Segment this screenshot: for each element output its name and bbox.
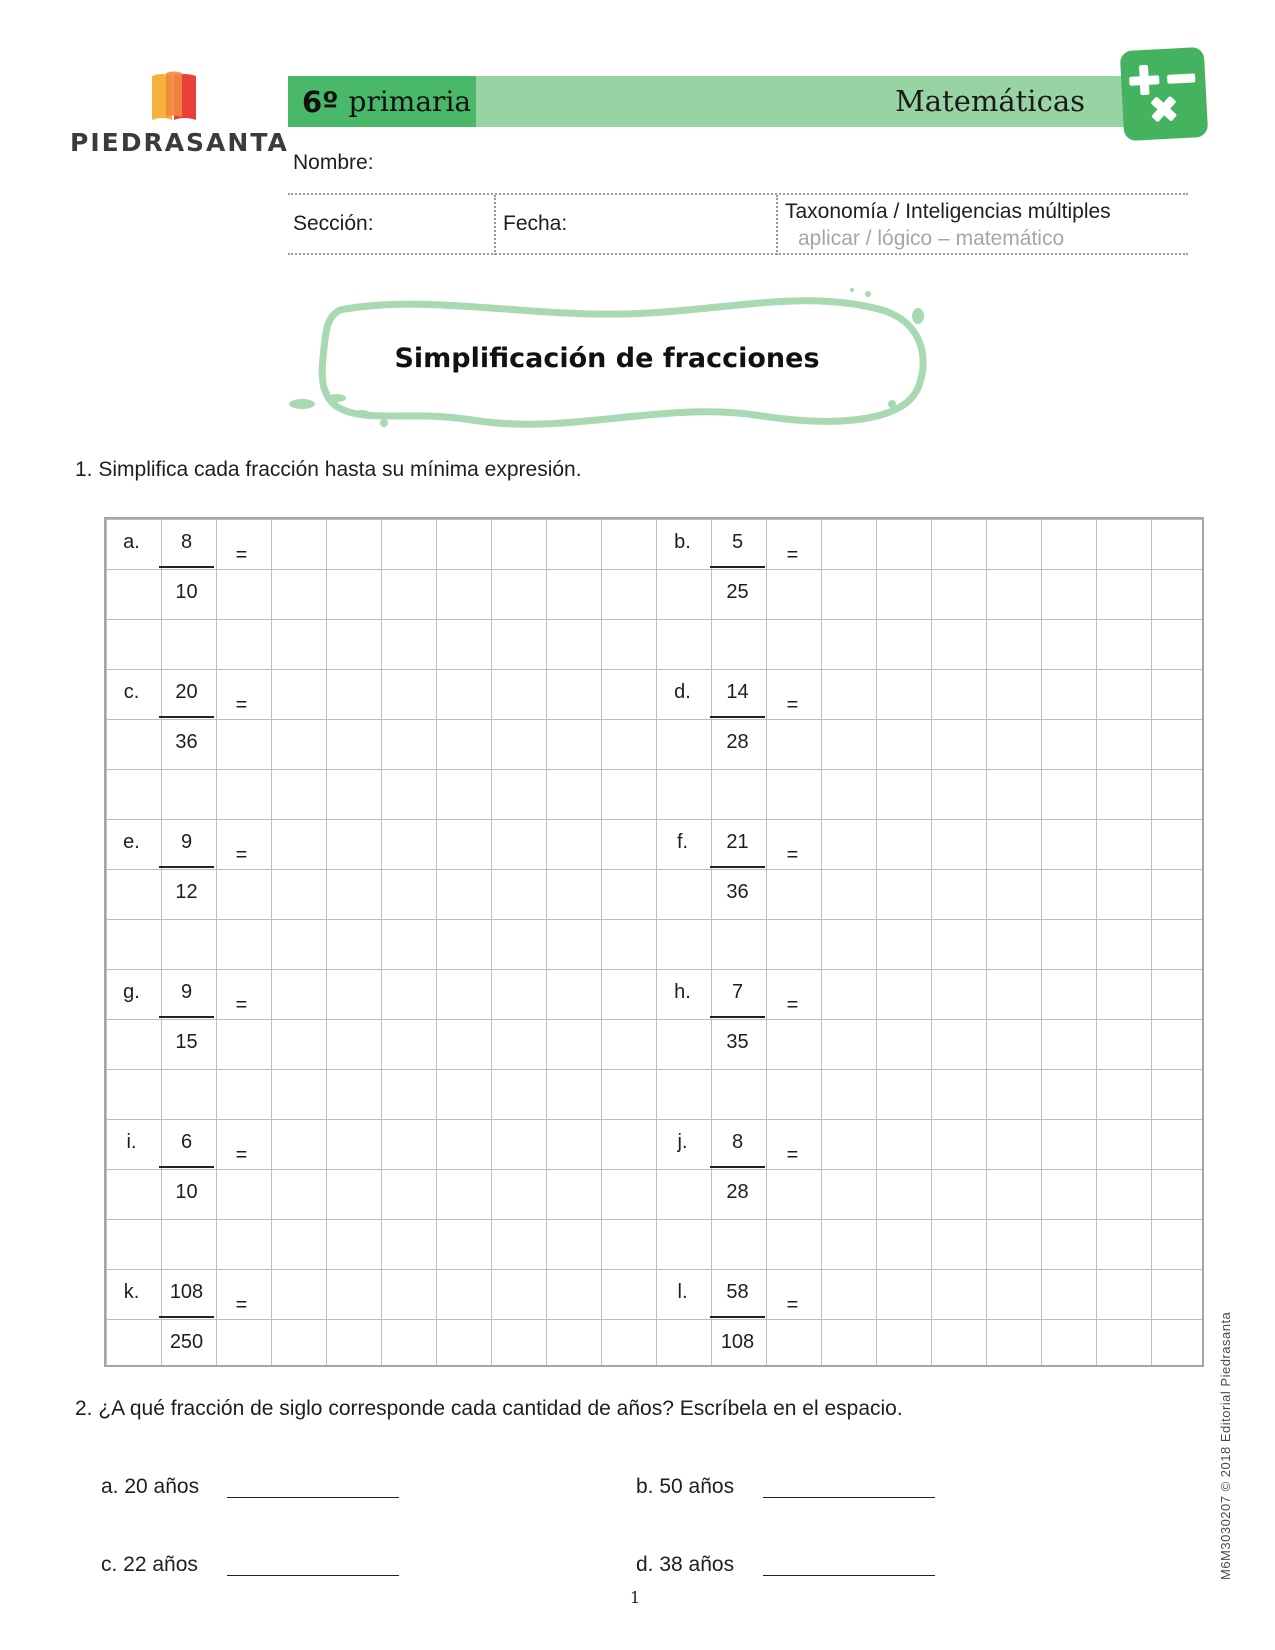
item-letter: h. <box>674 981 691 1003</box>
equals-sign: = <box>235 694 248 716</box>
equals-sign: = <box>786 994 799 1016</box>
item-letter: k. <box>123 1281 140 1303</box>
exercise-2-item-label: b. 50 años <box>636 1475 735 1498</box>
numerator: 8 <box>731 1131 744 1153</box>
answer-line[interactable] <box>227 1497 399 1498</box>
numerator: 7 <box>731 981 744 1003</box>
taxonomy-value: aplicar / lógico – matemático <box>798 227 1065 250</box>
exercise-2-prompt: 2. ¿A qué fracción de siglo corresponde cada cantidad de años? Escríbela en el espacio. <box>75 1397 903 1420</box>
item-letter: g. <box>123 981 140 1003</box>
item-letter: f. <box>676 831 689 853</box>
denominator: 35 <box>726 1031 749 1053</box>
item-letter: l. <box>677 1281 688 1303</box>
item-letter: i. <box>126 1131 137 1153</box>
denominator: 36 <box>175 731 198 753</box>
fraction-bar <box>710 866 765 868</box>
fraction-bar <box>710 1166 765 1168</box>
item-letter: e. <box>123 831 140 853</box>
denominator: 28 <box>726 1181 749 1203</box>
numerator: 108 <box>169 1281 204 1303</box>
math-operations-icon <box>1120 47 1209 141</box>
equals-sign: = <box>235 844 248 866</box>
item-letter: a. <box>123 531 140 553</box>
equals-sign: = <box>786 844 799 866</box>
numerator: 6 <box>180 1131 193 1153</box>
denominator: 28 <box>726 731 749 753</box>
date-label: Fecha: <box>503 212 568 235</box>
numerator: 8 <box>180 531 193 553</box>
numerator: 9 <box>180 981 193 1003</box>
item-letter: d. <box>674 681 691 703</box>
fraction-bar <box>159 566 214 568</box>
page-number: 1 <box>630 1588 641 1607</box>
equals-sign: = <box>235 1144 248 1166</box>
fraction-bar <box>710 566 765 568</box>
item-letter: c. <box>123 681 140 703</box>
fraction-bar <box>710 1316 765 1318</box>
name-label: Nombre: <box>293 151 374 174</box>
equals-sign: = <box>235 544 248 566</box>
worksheet-title: Simplificación de fracciones <box>394 343 820 374</box>
denominator: 250 <box>169 1331 204 1353</box>
numerator: 21 <box>726 831 749 853</box>
publisher-logo <box>70 70 289 165</box>
fraction-bar <box>159 1016 214 1018</box>
grade-label: primaria <box>348 85 472 118</box>
fraction-bar <box>710 1016 765 1018</box>
book-logo-icon <box>148 70 202 122</box>
item-letter: j. <box>677 1131 688 1153</box>
denominator: 15 <box>175 1031 198 1053</box>
field-divider <box>494 195 496 255</box>
item-letter: b. <box>674 531 691 553</box>
fraction-bar <box>159 866 214 868</box>
numerator: 9 <box>180 831 193 853</box>
fraction-bar <box>159 1316 214 1318</box>
numerator: 5 <box>731 531 744 553</box>
brand-name: PIEDRASANTA <box>70 128 289 157</box>
denominator: 10 <box>175 581 198 603</box>
field-divider <box>776 195 778 255</box>
exercise-2-item-label: a. 20 años <box>101 1475 200 1498</box>
fields-bottom-line <box>288 253 1188 255</box>
name-field-line[interactable] <box>288 193 1188 195</box>
equals-sign: = <box>786 1144 799 1166</box>
equals-sign: = <box>786 694 799 716</box>
answer-line[interactable] <box>763 1575 935 1576</box>
equals-sign: = <box>235 994 248 1016</box>
equals-sign: = <box>235 1294 248 1316</box>
numerator: 20 <box>175 681 198 703</box>
copyright-note: M6M3030207 © 2018 Editorial Piedrasanta <box>1218 1311 1233 1580</box>
answer-grid[interactable] <box>104 517 1204 1367</box>
exercise-2-item-label: c. 22 años <box>101 1553 198 1576</box>
denominator: 25 <box>726 581 749 603</box>
denominator: 10 <box>175 1181 198 1203</box>
subject-title: Matemáticas <box>895 84 1085 118</box>
exercise-1-prompt: 1. Simplifica cada fracción hasta su mínima expresión. <box>75 458 582 481</box>
answer-line[interactable] <box>227 1575 399 1576</box>
equals-sign: = <box>786 1294 799 1316</box>
exercise-2-item-label: d. 38 años <box>636 1553 735 1576</box>
numerator: 14 <box>726 681 749 703</box>
section-label: Sección: <box>293 212 374 235</box>
fraction-bar <box>159 716 214 718</box>
fraction-bar <box>710 716 765 718</box>
denominator: 12 <box>175 881 198 903</box>
denominator: 36 <box>726 881 749 903</box>
fraction-bar <box>159 1166 214 1168</box>
taxonomy-label: Taxonomía / Inteligencias múltiples <box>785 200 1111 223</box>
equals-sign: = <box>786 544 799 566</box>
denominator: 108 <box>720 1331 755 1353</box>
grade-number: 6º <box>302 84 339 119</box>
numerator: 58 <box>726 1281 749 1303</box>
grade-badge <box>288 76 476 127</box>
answer-line[interactable] <box>763 1497 935 1498</box>
